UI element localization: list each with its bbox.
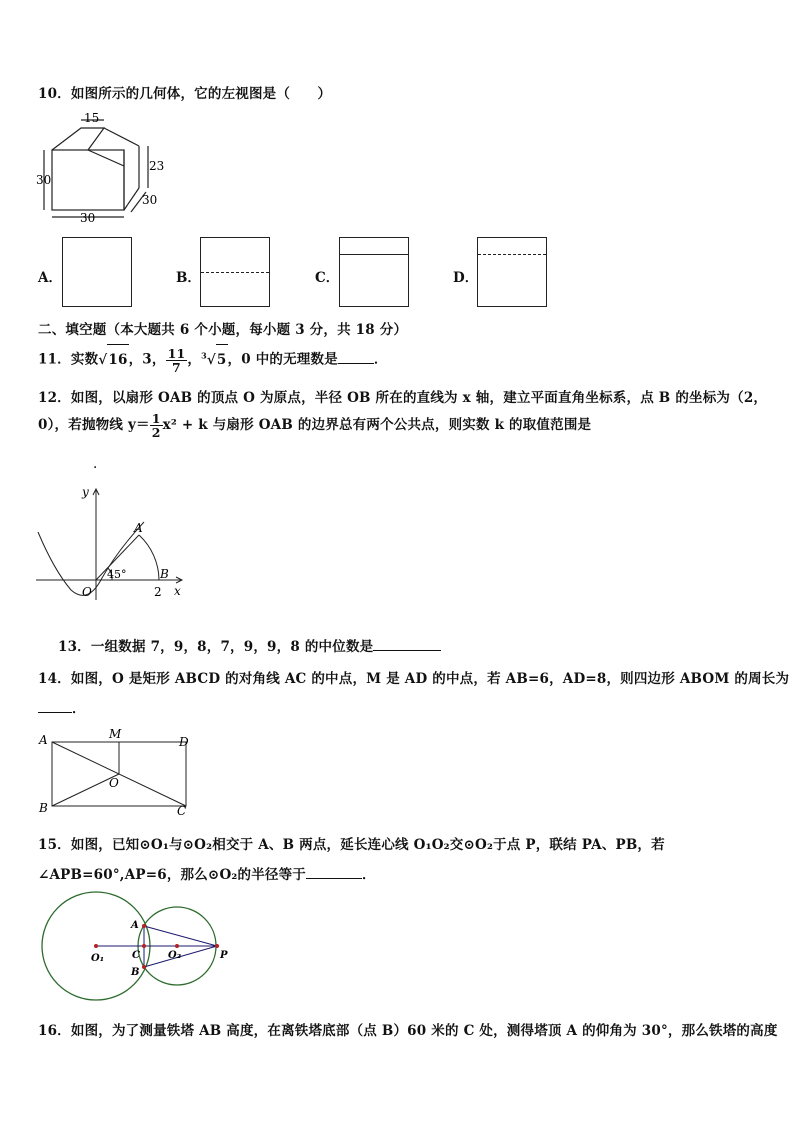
q15-label-a: A bbox=[131, 920, 139, 931]
q15-line1: 15．如图，已知⊙O₁与⊙O₂相交于 A、B 两点，延长连心线 O₁O₂交⊙O₂于点 P，联结 PA、PB，若 bbox=[38, 837, 665, 853]
q10-dim-right-d: 30 bbox=[142, 193, 158, 207]
option-b-box bbox=[200, 237, 270, 307]
q15-figure bbox=[36, 890, 236, 1005]
q11-cbrt: $^3$√5 bbox=[201, 352, 227, 368]
q11-lead: 11．实数 bbox=[38, 351, 99, 368]
q15-line2: ∠APB=60°,AP=6，那么⊙O₂的半径等于 ． bbox=[38, 867, 376, 883]
option-c-solid-line bbox=[340, 254, 408, 255]
q14-label-m: M bbox=[109, 727, 122, 741]
q10-dim-top: 15 bbox=[84, 111, 100, 125]
q14-line2: ． bbox=[38, 697, 86, 717]
option-d-box bbox=[477, 237, 547, 307]
option-d-label: D． bbox=[453, 270, 479, 286]
q12-figure bbox=[36, 480, 196, 605]
q13-answer-blank[interactable] bbox=[373, 638, 441, 651]
q15-answer-blank[interactable] bbox=[306, 866, 362, 879]
section-title: 二、填空题（本大题共 6 个小题，每小题 3 分，共 18 分） bbox=[38, 322, 408, 338]
q14-line1: 14．如图，O 是矩形 ABCD 的对角线 AC 的中点，M 是 AD 的中点，若 AB=6，AD=8，则四边形 ABOM 的周长为 bbox=[38, 671, 790, 687]
q12-label-a: A bbox=[134, 521, 143, 535]
q12-label-x: x bbox=[174, 584, 181, 598]
q15-label-b: B bbox=[131, 967, 140, 978]
q12-line2: 0），若抛物线 y＝ $\frac{1}{2}$ x² + k 与扇形 OAB 的边界总有两个公共点，则实数 k 的取值范围是 bbox=[38, 411, 592, 440]
q14-answer-blank[interactable] bbox=[38, 700, 72, 713]
q14-label-o: O bbox=[109, 776, 119, 790]
option-b-dashed-line bbox=[201, 272, 269, 273]
q14-label-d: D bbox=[179, 735, 189, 749]
q12-dot: . bbox=[93, 456, 98, 472]
q15-label-o2: O₂ bbox=[168, 950, 182, 961]
q16-line: 16．如图，为了测量铁塔 AB 高度，在离铁塔底部（点 B）60 米的 C 处，测得塔顶 A 的仰角为 30°，那么铁塔的高度 bbox=[38, 1023, 778, 1039]
q11-sep2: ， bbox=[187, 351, 202, 368]
option-a-label: A． bbox=[38, 270, 62, 286]
option-a-box bbox=[62, 237, 132, 307]
q11-sqrt: √16 bbox=[98, 352, 128, 368]
option-c-box bbox=[339, 237, 409, 307]
q11-line: 11．实数√16，3， $\frac{11}{7}$ ，$^3$√5，0 中的无理数是 ． bbox=[38, 345, 388, 375]
option-c-label: C． bbox=[315, 270, 340, 286]
q11-sep1: ，3， bbox=[128, 351, 166, 368]
q12-label-o: O bbox=[82, 585, 92, 599]
q11-tail: ，0 中的无理数是 bbox=[227, 351, 338, 368]
q12-label-b: B bbox=[160, 567, 169, 581]
q10-dim-right-h: 23 bbox=[149, 159, 165, 173]
option-b-label: B． bbox=[176, 270, 201, 286]
q15-label-o1: O₁ bbox=[91, 953, 105, 964]
q15-label-p: P bbox=[220, 950, 228, 961]
q12-line1: 12．如图，以扇形 OAB 的顶点 O 为原点，半径 OB 所在的直线为 x 轴，建立平面直角坐标系，点 B 的坐标为（2， bbox=[38, 390, 768, 406]
q12-fraction: $\frac{1}{2}$ bbox=[151, 411, 161, 440]
q13-line: 13．一组数据 7，9，8，7，9，9，8 的中位数是 bbox=[58, 635, 441, 655]
q12-label-y: y bbox=[82, 485, 89, 499]
q14-label-a: A bbox=[39, 733, 48, 747]
q10-dim-bottom: 30 bbox=[80, 211, 96, 223]
q12-label-angle: 45° bbox=[107, 568, 127, 581]
q10-figure bbox=[36, 108, 166, 223]
q11-fraction: $\frac{11}{7}$ bbox=[167, 345, 186, 375]
q10-dim-left: 30 bbox=[36, 173, 52, 187]
option-d-dashed-line bbox=[478, 254, 546, 255]
q12-label-2: 2 bbox=[154, 585, 162, 599]
q10-prompt: 10．如图所示的几何体，它的左视图是（ ） bbox=[38, 86, 332, 102]
q14-label-c: C bbox=[177, 804, 187, 818]
q11-answer-blank[interactable] bbox=[338, 351, 374, 364]
q14-label-b: B bbox=[39, 801, 48, 815]
q14-figure bbox=[36, 726, 196, 821]
q15-label-c: C bbox=[132, 950, 140, 961]
